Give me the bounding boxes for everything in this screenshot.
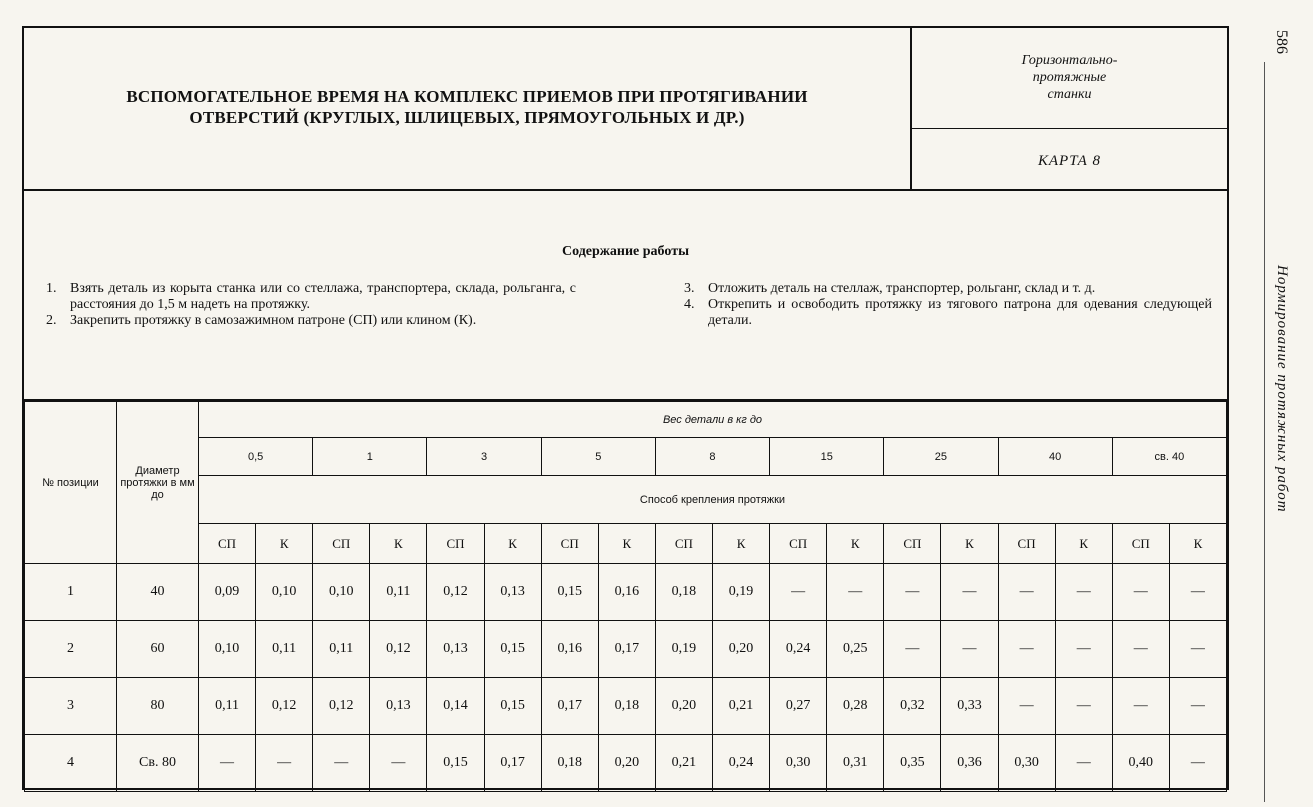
time-value-cell: 0,40 <box>1112 735 1169 792</box>
time-value-cell: 0,36 <box>941 735 998 792</box>
time-value-cell: 0,14 <box>427 678 484 735</box>
table-row <box>25 621 1227 678</box>
time-value-cell: 0,35 <box>884 735 941 792</box>
table-row <box>25 678 1227 735</box>
method-k-header: К <box>256 524 313 564</box>
time-norm-table <box>24 401 1227 792</box>
time-value-cell: 0,10 <box>199 621 256 678</box>
work-step-number: 4. <box>684 297 695 312</box>
time-value-cell: 0,31 <box>827 735 884 792</box>
running-title: Нормирование протяжных работ <box>1274 265 1290 513</box>
time-value-cell: 0,17 <box>541 678 598 735</box>
work-content <box>24 191 1227 401</box>
time-value-cell: 0,16 <box>598 564 655 621</box>
norm-card <box>22 26 1229 790</box>
time-value-cell: 0,12 <box>427 564 484 621</box>
time-value-cell: 0,18 <box>541 735 598 792</box>
method-sp-header: СП <box>770 524 827 564</box>
time-value-cell: 0,15 <box>427 735 484 792</box>
time-value-cell: — <box>827 564 884 621</box>
work-step-number: 1. <box>46 281 57 296</box>
weights-row <box>25 438 1227 476</box>
work-step-text: Взять деталь из корыта станка или со стеллажа, транспортера, склада, рольганга, с расстояния до 1,5 м надеть на протяжку. <box>70 281 576 312</box>
machine-type-line-3: станки <box>1047 87 1092 102</box>
method-k-header: К <box>712 524 769 564</box>
time-value-cell: 0,17 <box>484 735 541 792</box>
time-value-cell: 0,20 <box>712 621 769 678</box>
time-value-cell: — <box>1112 621 1169 678</box>
method-sp-header: СП <box>313 524 370 564</box>
time-value-cell: 0,09 <box>199 564 256 621</box>
time-value-cell: — <box>1055 564 1112 621</box>
method-k-header: К <box>370 524 427 564</box>
time-value-cell: — <box>998 564 1055 621</box>
margin-rule <box>1264 62 1265 802</box>
time-value-cell: — <box>1169 621 1226 678</box>
time-value-cell: 0,10 <box>256 564 313 621</box>
methods-row <box>25 524 1227 564</box>
time-value-cell: — <box>1055 735 1112 792</box>
time-value-cell: 0,21 <box>712 678 769 735</box>
time-value-cell: — <box>941 621 998 678</box>
time-value-cell: 0,30 <box>770 735 827 792</box>
time-value-cell: 0,30 <box>998 735 1055 792</box>
card-number: КАРТА 8 <box>1037 153 1102 169</box>
method-sp-header: СП <box>199 524 256 564</box>
method-sp-header: СП <box>427 524 484 564</box>
work-step <box>684 297 1212 329</box>
time-value-cell: 0,20 <box>655 678 712 735</box>
time-value-cell: — <box>1055 621 1112 678</box>
machine-type-line-2: протяжные <box>1032 70 1107 85</box>
time-value-cell: — <box>770 564 827 621</box>
work-step-number: 3. <box>684 281 695 296</box>
method-k-header: К <box>941 524 998 564</box>
method-sp-header: СП <box>1112 524 1169 564</box>
weight-column-header: 40 <box>998 438 1112 476</box>
weight-column-header: 3 <box>427 438 541 476</box>
work-content-title: Содержание работы <box>561 244 689 259</box>
time-value-cell: 0,24 <box>712 735 769 792</box>
time-value-cell: 0,11 <box>256 621 313 678</box>
work-steps-right <box>684 281 1212 329</box>
time-value-cell: 0,10 <box>313 564 370 621</box>
time-value-cell: — <box>1169 678 1226 735</box>
work-step-text: Отложить деталь на стеллаж, транспортер, рольганг, склад и т. д. <box>708 281 1096 296</box>
work-step <box>46 281 576 313</box>
time-value-cell: — <box>370 735 427 792</box>
method-k-header: К <box>484 524 541 564</box>
weight-column-header: 1 <box>313 438 427 476</box>
page-number: 586 <box>1273 30 1290 54</box>
work-step <box>684 281 1212 297</box>
time-value-cell: 0,13 <box>427 621 484 678</box>
diameter-header: Диаметр протяжки в мм до <box>117 402 199 564</box>
time-value-cell: 0,19 <box>655 621 712 678</box>
method-sp-header: СП <box>884 524 941 564</box>
time-value-cell: — <box>199 735 256 792</box>
diameter-cell: 80 <box>117 678 199 735</box>
position-cell: 1 <box>25 564 117 621</box>
time-value-cell: 0,13 <box>370 678 427 735</box>
table-row <box>25 735 1227 792</box>
card-title-line-1: ВСПОМОГАТЕЛЬНОЕ ВРЕМЯ НА КОМПЛЕКС ПРИЕМОВ ПРИ ПРОТЯГИВАНИИ <box>126 87 808 106</box>
time-value-cell: — <box>1112 564 1169 621</box>
time-value-cell: 0,16 <box>541 621 598 678</box>
title-box <box>24 28 912 189</box>
table-row <box>25 564 1227 621</box>
work-step-text: Открепить и освободить протяжку из тягового патрона для одевания следующей детали. <box>708 297 1212 328</box>
time-value-cell: 0,28 <box>827 678 884 735</box>
time-value-cell: 0,18 <box>598 678 655 735</box>
time-value-cell: 0,20 <box>598 735 655 792</box>
time-value-cell: — <box>998 678 1055 735</box>
weight-column-header: 0,5 <box>199 438 313 476</box>
position-cell: 3 <box>25 678 117 735</box>
method-sp-header: СП <box>655 524 712 564</box>
weight-column-header: 8 <box>655 438 769 476</box>
time-value-cell: 0,17 <box>598 621 655 678</box>
method-sp-header: СП <box>998 524 1055 564</box>
time-value-cell: 0,11 <box>313 621 370 678</box>
time-value-cell: 0,18 <box>655 564 712 621</box>
position-cell: 2 <box>25 621 117 678</box>
card-title-line-2: ОТВЕРСТИЙ (КРУГЛЫХ, ШЛИЦЕВЫХ, ПРЯМОУГОЛЬНЫХ И ДР.) <box>189 108 745 127</box>
time-value-cell: — <box>256 735 313 792</box>
time-value-cell: 0,21 <box>655 735 712 792</box>
work-steps-left <box>46 281 576 329</box>
weight-header: Вес детали в кг до <box>199 402 1227 438</box>
work-step-text: Закрепить протяжку в самозажимном патроне (СП) или клином (К). <box>70 313 477 328</box>
card-header <box>24 28 1227 191</box>
work-step-number: 2. <box>46 313 57 328</box>
time-value-cell: — <box>884 564 941 621</box>
time-value-cell: 0,13 <box>484 564 541 621</box>
diameter-cell: 60 <box>117 621 199 678</box>
time-value-cell: 0,15 <box>484 678 541 735</box>
work-step <box>46 313 576 329</box>
time-value-cell: — <box>313 735 370 792</box>
time-value-cell: 0,33 <box>941 678 998 735</box>
diameter-cell: 40 <box>117 564 199 621</box>
machine-type-box <box>912 28 1227 129</box>
time-value-cell: — <box>1055 678 1112 735</box>
time-value-cell: 0,27 <box>770 678 827 735</box>
time-value-cell: 0,12 <box>370 621 427 678</box>
time-value-cell: 0,25 <box>827 621 884 678</box>
weight-column-header: 15 <box>770 438 884 476</box>
time-value-cell: — <box>884 621 941 678</box>
time-value-cell: 0,11 <box>370 564 427 621</box>
method-k-header: К <box>1169 524 1226 564</box>
time-value-cell: 0,19 <box>712 564 769 621</box>
time-value-cell: — <box>1169 735 1226 792</box>
position-header: № позиции <box>25 402 117 564</box>
weight-column-header: 5 <box>541 438 655 476</box>
time-value-cell: — <box>941 564 998 621</box>
diameter-cell: Св. 80 <box>117 735 199 792</box>
weight-column-header: 25 <box>884 438 998 476</box>
time-value-cell: 0,12 <box>256 678 313 735</box>
position-cell: 4 <box>25 735 117 792</box>
weight-column-header: св. 40 <box>1112 438 1226 476</box>
table-body <box>25 564 1227 792</box>
time-value-cell: 0,32 <box>884 678 941 735</box>
card-title <box>24 86 910 128</box>
method-sp-header: СП <box>541 524 598 564</box>
method-header: Способ крепления протяжки <box>199 476 1227 524</box>
time-value-cell: 0,24 <box>770 621 827 678</box>
time-value-cell: 0,15 <box>541 564 598 621</box>
time-value-cell: — <box>1169 564 1226 621</box>
time-value-cell: 0,15 <box>484 621 541 678</box>
time-value-cell: 0,12 <box>313 678 370 735</box>
method-k-header: К <box>598 524 655 564</box>
method-k-header: К <box>827 524 884 564</box>
method-k-header: К <box>1055 524 1112 564</box>
machine-type-line-1: Горизонтально- <box>1021 53 1118 68</box>
time-value-cell: — <box>1112 678 1169 735</box>
time-value-cell: — <box>998 621 1055 678</box>
time-value-cell: 0,11 <box>199 678 256 735</box>
card-number-box <box>912 129 1227 189</box>
